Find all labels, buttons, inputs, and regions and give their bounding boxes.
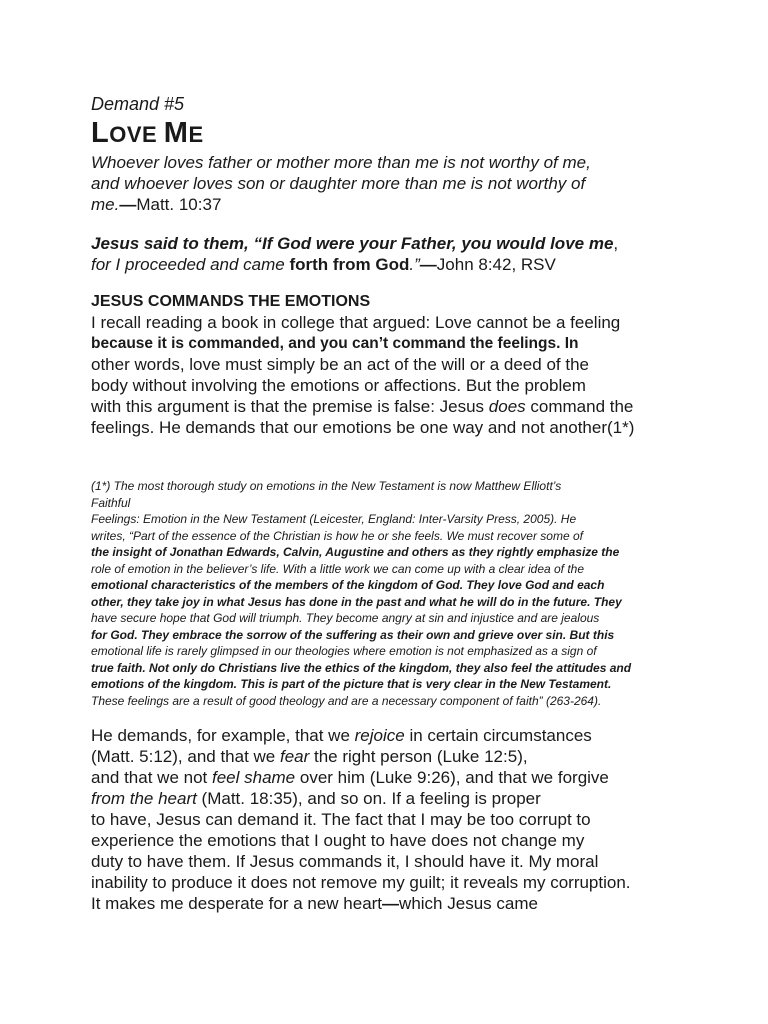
epigraph2-line2-a: for I proceeded and came <box>91 255 290 274</box>
document-page <box>91 92 731 914</box>
body2-emphasis-fear: fear <box>279 747 310 766</box>
epigraph1-dash: — <box>119 195 137 214</box>
body1-line2: because it is commanded, and you can’t command the feelings. In <box>91 335 579 352</box>
body2-line9-a: It makes me desperate for a new heart <box>91 894 383 913</box>
body2-line3 <box>91 767 731 788</box>
chapter-title <box>91 116 731 152</box>
body2-line5: to have, Jesus can demand it. The fact that I may be too corrupt to <box>91 810 591 829</box>
body1-line5-c: command the <box>525 397 634 416</box>
footnote-line: These feelings are a result of good theology and are a necessary component of faith” (263-264). <box>91 693 602 708</box>
footnote-line: have secure hope that God will triumph. They become angry at sin and injustice and are jealous <box>91 611 600 625</box>
body2-line1-a: He demands, for example, that we <box>91 726 355 745</box>
epigraph2-dash: — <box>419 255 437 274</box>
body2-line2-c: the right person (Luke 12:5), <box>309 747 528 766</box>
body1-line1: I recall reading a book in college that argued: Love cannot be a feeling <box>91 313 621 332</box>
epigraph1-line3-text: me. <box>91 195 120 214</box>
epigraph2-reference: John 8:42, RSV <box>436 255 556 274</box>
footnote-line: writes, “Part of the essence of the Christian is how he or she feels. We must recover some of <box>91 528 583 543</box>
footnote-line: emotional life is rarely glimpsed in our theologies where emotion is not emphasized as a sign of <box>91 644 597 658</box>
body-paragraph-2 <box>91 725 731 914</box>
body1-line5 <box>91 396 731 417</box>
body2-line6: experience the emotions that I ought to have does not change my <box>91 831 585 850</box>
footnote-line: for God. They embrace the sorrow of the suffering as their own and grieve over sin. But this <box>91 627 615 642</box>
title-rest-2: E <box>188 122 204 147</box>
demand-label: Demand #5 <box>91 94 185 114</box>
body1-line4: body without involving the emotions or affections. But the problem <box>91 376 586 395</box>
body2-emphasis-rejoice: rejoice <box>354 726 405 745</box>
footnote-line: true faith. Not only do Christians live the ethics of the kingdom, they also feel the attitudes and <box>91 660 632 675</box>
title-cap-l: L <box>91 117 110 149</box>
footnote-line: emotional characteristics of the members of the kingdom of God. They love God and each <box>91 578 605 592</box>
epigraph2-line1-comma: , <box>613 234 619 253</box>
body2-line7: duty to have them. If Jesus commands it, I should have it. My moral <box>91 852 599 871</box>
epigraph1-line3 <box>91 194 731 215</box>
body2-line2-a: (Matt. 5:12), and that we <box>91 747 280 766</box>
footnote-line: Feelings: Emotion in the New Testament (Leicester, England: Inter-Varsity Press, 2005). He <box>91 512 577 526</box>
body-paragraph-1 <box>91 312 731 438</box>
footnote-line: other, they take joy in what Jesus has done in the past and what he will do in the future. They <box>91 594 622 609</box>
title-cap-m: M <box>163 117 189 149</box>
body2-emphasis-feel-shame: feel shame <box>211 768 296 787</box>
body2-line9-c: which Jesus came <box>399 894 538 913</box>
epigraph-matthew <box>91 152 731 215</box>
footnote-line: (1*) The most thorough study on emotions in the New Testament is now Matthew Elliott’s <box>91 479 562 493</box>
body2-line3-c: over him (Luke 9:26), and that we forgive <box>295 768 609 787</box>
epigraph1-line2: and whoever loves son or daughter more than me is not worthy of <box>91 174 586 193</box>
body2-line2 <box>91 746 731 767</box>
epigraph1-line1: Whoever loves father or mother more than me is not worthy of me, <box>91 153 591 172</box>
epigraph2-line2 <box>91 254 731 275</box>
body1-line6: feelings. He demands that our emotions be one way and not another(1*) <box>91 418 635 437</box>
epigraph-john <box>91 233 731 275</box>
body2-line4-b: (Matt. 18:35), and so on. If a feeling is proper <box>196 789 541 808</box>
epigraph1-reference: Matt. 10:37 <box>136 195 222 214</box>
body2-line4 <box>91 788 731 809</box>
body2-line3-a: and that we not <box>91 768 212 787</box>
footnote-line: emotions of the kingdom. This is part of the picture that is very clear in the New Testament. <box>91 677 612 691</box>
title-rest-1: OVE <box>109 122 164 147</box>
body1-line5-a: with this argument is that the premise is false: Jesus <box>91 397 489 416</box>
footnote-line: role of emotion in the believer’s life. With a little work we can come up with a clear idea of the <box>91 561 585 576</box>
epigraph2-line1-text: Jesus said to them, “If God were your Father, you would love me <box>91 234 614 253</box>
epigraph2-line1 <box>91 233 731 254</box>
body2-emphasis-heart: from the heart <box>91 789 197 808</box>
footnote-line: Faithful <box>91 495 131 510</box>
body2-line1-c: in certain circumstances <box>404 726 592 745</box>
body1-line5-emphasis: does <box>488 397 526 416</box>
section-heading: JESUS COMMANDS THE EMOTIONS <box>91 293 371 310</box>
body2-line8: inability to produce it does not remove my guilt; it reveals my corruption. <box>91 873 631 892</box>
epigraph2-line2-c: .” <box>409 255 420 274</box>
footnote <box>91 478 731 709</box>
body2-line1 <box>91 725 731 746</box>
body2-line9 <box>91 893 731 914</box>
footnote-line: the insight of Jonathan Edwards, Calvin, Augustine and others as they rightly emphasize the <box>91 545 620 559</box>
body2-dash: — <box>382 894 400 913</box>
epigraph2-line2-b: forth from God <box>289 255 410 274</box>
body1-line3: other words, love must simply be an act of the will or a deed of the <box>91 355 589 374</box>
